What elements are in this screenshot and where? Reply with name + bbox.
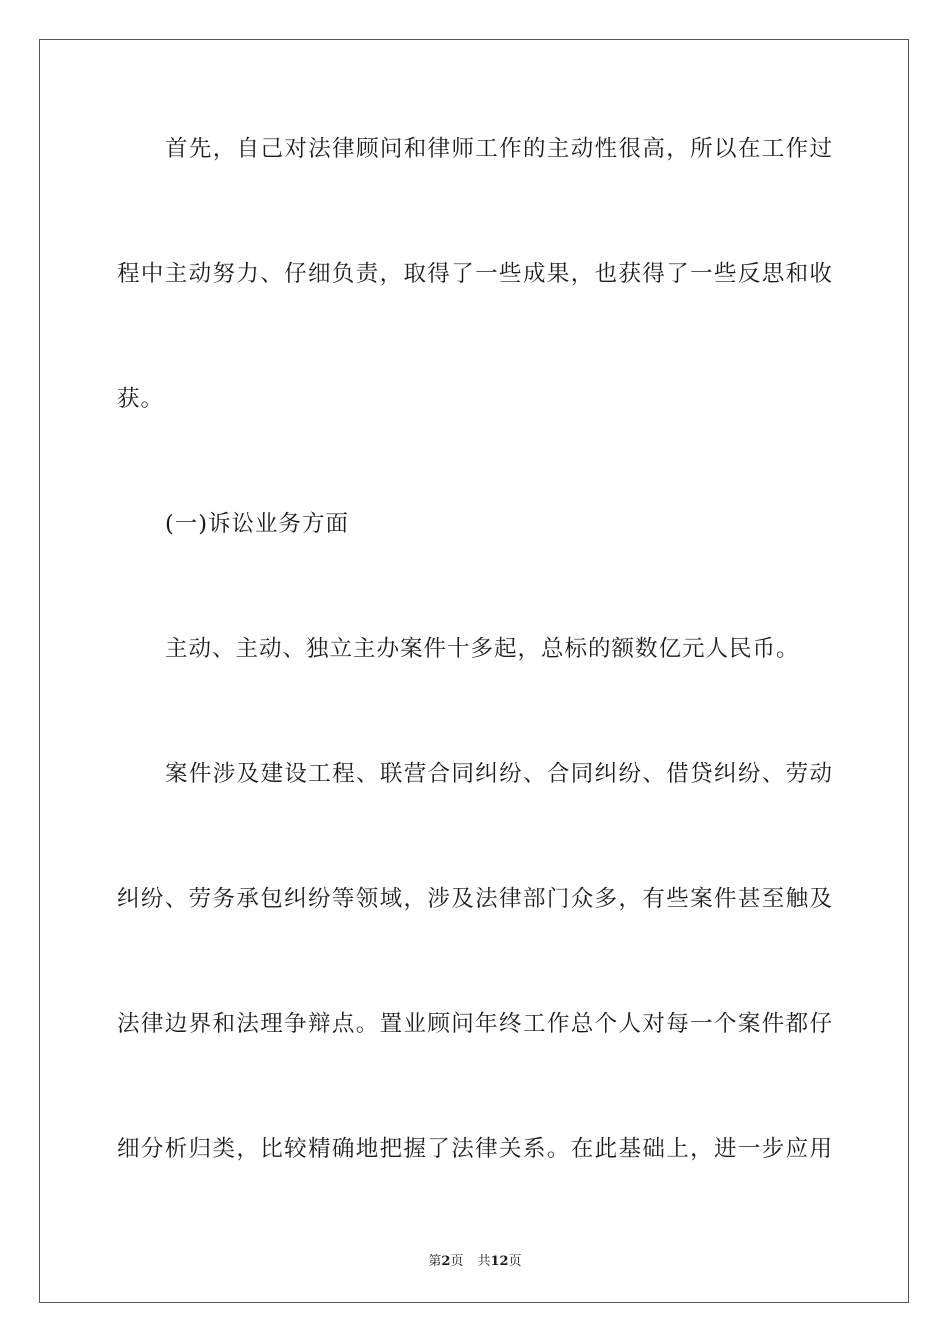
body-line-9: 细分析归类，比较精确地把握了法律关系。在此基础上，进一步应用	[117, 1136, 833, 1162]
body-line-8: 法律边界和法理争辩点。置业顾问年终工作总个人对每一个案件都仔	[117, 1011, 833, 1037]
footer-page-number: 2	[441, 1254, 451, 1269]
body-line-7: 纠纷、劳务承包纠纷等领域，涉及法律部门众多，有些案件甚至触及	[117, 886, 833, 912]
body-line-3: 获。	[117, 386, 165, 412]
body-line-5: 主动、主动、独立主办案件十多起，总标的额数亿元人民币。	[165, 636, 800, 662]
section-heading: (一)诉讼业务方面	[165, 511, 350, 537]
footer-total-prefix: 共	[477, 1254, 491, 1269]
body-line-6: 案件涉及建设工程、联营合同纠纷、合同纠纷、借贷纠纷、劳动	[165, 761, 833, 787]
page-footer	[0, 1250, 950, 1269]
body-line-2: 程中主动努力、仔细负责，取得了一些成果，也获得了一些反思和收	[117, 261, 833, 287]
page-border	[39, 39, 909, 1303]
footer-total-number: 12	[490, 1254, 509, 1269]
footer-total-suffix: 页	[508, 1254, 522, 1269]
footer-page-prefix: 第	[428, 1254, 442, 1269]
footer-page-suffix: 页	[450, 1254, 464, 1269]
body-line-1: 首先，自己对法律顾问和律师工作的主动性很高，所以在工作过	[165, 136, 833, 162]
